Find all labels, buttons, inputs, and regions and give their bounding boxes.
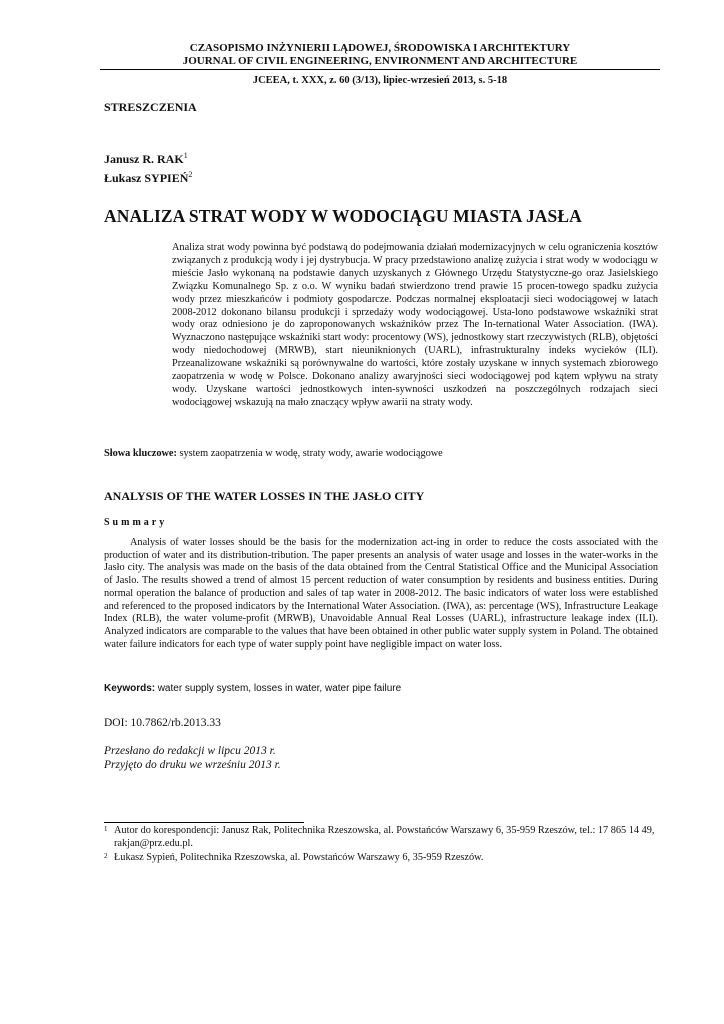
- keywords-en-label: Keywords:: [104, 683, 156, 694]
- footnote: [104, 825, 658, 850]
- article-title-pl: ANALIZA STRAT WODY W WODOCIĄGU MIASTA JASŁA: [104, 206, 582, 226]
- abstract-en: Analysis of water losses should be the basis for the modernization act-ing in order to reduce the costs associated with the production of water and its distribution-tribution. The paper presents an analysis of water usage and losses in the water-works in the Jasło city. The analysis was made on the basis of the data obtained from the Central Statistical Office and the Municipal Association of Jaslo. The results showed a trend of almost 15 percent reduction of water consumption by residents and business entities. During normal operation the balance of production and sales of tap water in 2008-2012. The basic indicators of water loss were established and referenced to the proposed indicators by the International Water Association. (IWA), as: percentage (WS), Infrastructure Leakage Index (RLB), the water volume-profit (MRWB), Unavoidable Annual Real Losses (UARL), infrastructure leakage index (ILI). Analyzed indicators are comparable to the values that have been obtained in other public water supply system in Poland. The obtained water failure indicators for each type of water supply point have negligible impact on water loss.: [104, 537, 658, 650]
- author-name: Łukasz SYPIEŃ: [104, 171, 189, 185]
- author: [104, 167, 192, 186]
- date-accepted: Przyjęto do druku we wrześniu 2013 r.: [104, 759, 281, 771]
- author-footnote-ref: 1: [183, 151, 188, 160]
- footnotes: [104, 825, 658, 865]
- section-heading: STRESZCZENIA: [104, 100, 197, 114]
- journal-citation: JCEEA, t. XXX, z. 60 (3/13), lipiec-wrzesień 2013, s. 5-18: [252, 75, 508, 86]
- date-received: Przesłano do redakcji w lipcu 2013 r.: [104, 745, 276, 757]
- editorial-dates: [104, 744, 281, 772]
- doi: DOI: 10.7862/rb.2013.33: [104, 717, 221, 729]
- author-list: [104, 148, 192, 186]
- author-name: Janusz R. RAK: [104, 152, 184, 166]
- footnote: [104, 852, 658, 865]
- footnote-rule: [104, 822, 304, 823]
- keywords-en: [104, 683, 401, 694]
- journal-name-en: JOURNAL OF CIVIL ENGINEERING, ENVIRONMENT AND ARCHITECTURE: [182, 55, 578, 67]
- article-title-en: ANALYSIS OF THE WATER LOSSES IN THE JASŁO CITY: [104, 489, 425, 503]
- keywords-pl-value: system zaopatrzenia w wodę, straty wody, awarie wodociągowe: [179, 448, 443, 459]
- footnote-text: Łukasz Sypień, Politechnika Rzeszowska, al. Powstańców Warszawy 6, 35-959 Rzeszów.: [114, 852, 484, 863]
- keywords-pl: [104, 448, 443, 459]
- keywords-pl-label: Słowa kluczowe:: [104, 448, 177, 459]
- footnote-number: 2: [104, 852, 108, 860]
- author-footnote-ref: 2: [188, 170, 193, 179]
- keywords-en-value: water supply system, losses in water, water pipe failure: [157, 683, 402, 694]
- author: [104, 148, 192, 167]
- summary-heading: Summary: [104, 517, 168, 528]
- footnote-number: 1: [104, 825, 108, 833]
- footnote-text: Autor do korespondencji: Janusz Rak, Politechnika Rzeszowska, al. Powstańców Warszawy 6, 35-959 Rzeszów, tel.: 17 865 14 49, rakjan@prz.edu.pl.: [114, 825, 655, 849]
- header-rule: [100, 69, 660, 70]
- abstract-pl: Analiza strat wody powinna być podstawą do podejmowania działań modernizacyjnych w celu ograniczenia kosztów związanych z produkcją wody i jej dystrybucja. W pracy przedstawiono analizę zużycia i strat wody w wodociągu w mieście Jasło wykonaną na podstawie danych uzyskanych z Głównego Urzędu Statystyczne-go oraz Jasielskiego Związku Komunalnego Sp. z o.o. W wyniku badań stwierdzono trend prawie 15 procen-towego spadku zużycia wody przez mieszkańców i podmioty gospodarcze. Podczas normalnej eksploatacji sieci wodociągowej w latach 2008-2012 dokonano bilansu produkcji i sprzedaży wody wodociągowej. Usta-lono podstawowe wskaźniki strat wody oraz odniesiono je do zaproponowanych wskaźników przez The In-ternational Water Association. (IWA). Wyznaczono następujące wskaźniki start wody: procentowy (WS), jednostkowy start rzeczywistych (RLB), objętości wody niedochodowej (MRWB), start nieuniknionych (UARL), infrastrukturalny indeks wycieków (ILI). Przeanalizowane wskaźniki są porównywalne do wartości, które zostały uzyskane w innych systemach zbiorowego zaopatrzenia w wodę w Polsce. Dokonano analizy awaryjności sieci wodociągowej pod kątem wpływu na straty wody. Uzyskane wartości jednostkowych inten-sywności uszkodzeń na poszczególnych rodzajach sieci wodociągowej wskazują na mało znaczący wpływ awarii na straty wody.: [172, 242, 658, 408]
- journal-name-pl: CZASOPISMO INŻYNIERII LĄDOWEJ, ŚRODOWISKA I ARCHITEKTURY: [189, 42, 571, 54]
